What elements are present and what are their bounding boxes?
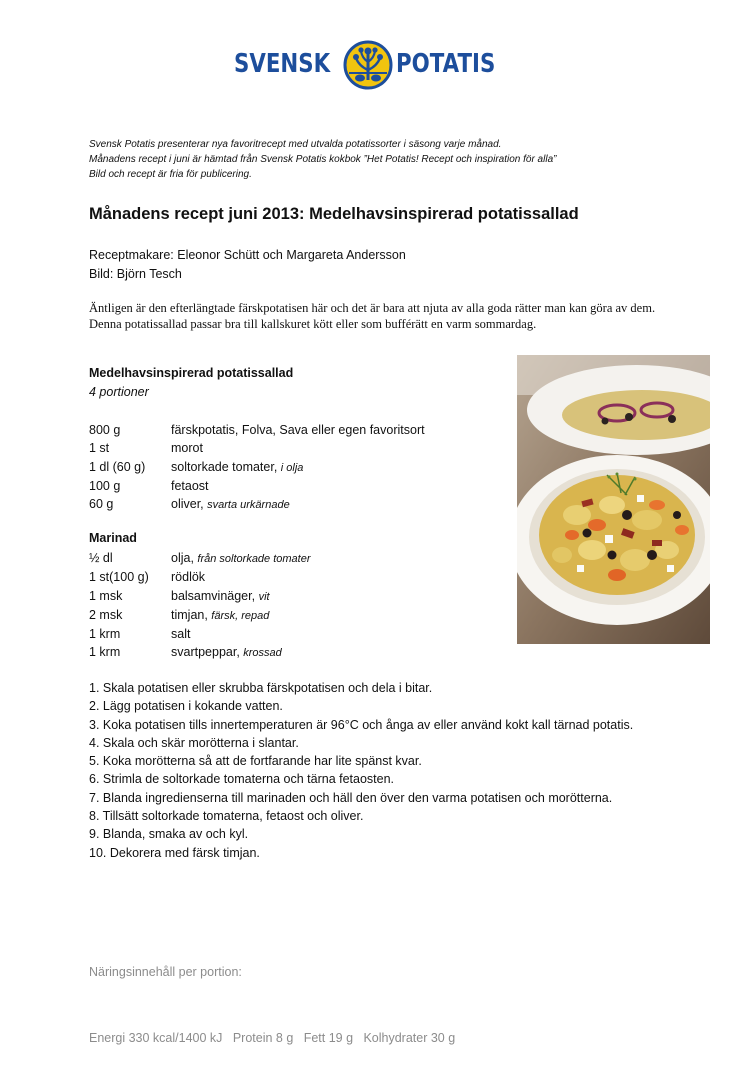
ingredient-quantity: 2 msk: [89, 607, 123, 622]
ingredient-note: från soltorkade tomater: [197, 553, 311, 565]
nutrition-info: [89, 917, 455, 1071]
ingredient-name: [171, 421, 425, 439]
ingredient-quantity: 1 msk: [89, 588, 123, 603]
ingredient-name: [171, 625, 190, 643]
nutrition-heading: Näringsinnehåll per portion:: [89, 965, 242, 979]
intro-text: [89, 137, 689, 182]
marinade-list: [89, 549, 509, 663]
intro-line: Svensk Potatis presenterar nya favoritrecept med utvalda potatissorter i säsong varje månad.: [89, 139, 502, 150]
recipe-name: Medelhavsinspirerad potatissallad: [89, 366, 294, 380]
ingredient-name-text: olja,: [171, 551, 198, 565]
ingredient-row: [89, 495, 509, 514]
ingredient-name-text: timjan,: [171, 607, 212, 622]
svensk-potatis-logo: [234, 40, 506, 92]
ingredient-name: [171, 549, 311, 568]
ingredient-row: [89, 587, 509, 606]
instruction-step: 2. Lägg potatisen i kokande vatten.: [89, 699, 283, 714]
logo-text-right: POTATIS: [396, 49, 496, 79]
ingredient-quantity: 1 st(100 g): [89, 570, 149, 585]
photo-credit: Bild: Björn Tesch: [89, 267, 182, 281]
ingredient-name: [171, 568, 205, 586]
ingredient-name: [171, 587, 270, 606]
intro-line: Månadens recept i juni är hämtad från Svensk Potatis kokbok ”Het Potatis! Recept och inspiration för alla”: [89, 154, 557, 165]
ingredient-name-text: färskpotatis, Folva, Sava eller egen favoritsort: [171, 423, 425, 437]
salad-photo: [517, 355, 710, 644]
ingredient-name: [171, 606, 269, 625]
logo-text-left: SVENSK: [234, 49, 331, 79]
instruction-step: 10. Dekorera med färsk timjan.: [89, 845, 260, 860]
portions: 4 portioner: [89, 385, 149, 399]
instruction-step: 8. Tillsätt soltorkade tomaterna, fetaost och oliver.: [89, 809, 364, 824]
salad-illustration: [517, 355, 710, 644]
ingredient-name-text: fetaost: [171, 478, 209, 493]
ingredient-name-text: svartpeppar,: [171, 645, 244, 660]
instruction-step: 4. Skala och skär morötterna i slantar.: [89, 735, 299, 750]
ingredient-row: [89, 643, 509, 662]
ingredient-row: [89, 568, 509, 586]
ingredient-name: [171, 495, 290, 514]
page-title: Månadens recept juni 2013: Medelhavsinspirerad potatissallad: [89, 205, 579, 223]
instruction-steps: [89, 679, 649, 862]
instruction-step: 1. Skala potatisen eller skrubba färskpotatisen och dela i bitar.: [89, 681, 433, 695]
instruction-step: 7. Blanda ingredienserna till marinaden och häll den över den varma potatisen och morötterna.: [89, 790, 613, 805]
ingredient-quantity: 1 krm: [89, 645, 121, 660]
ingredient-quantity: 1 st: [89, 441, 110, 456]
intro-line: Bild och recept är fria för publicering.: [89, 169, 252, 180]
nutrition-values: Energi 330 kcal/1400 kJ Protein 8 g Fett 19 g Kolhydrater 30 g: [89, 1031, 456, 1045]
potato-plant-icon: [343, 40, 393, 90]
recipe-maker: Receptmakare: Eleonor Schütt och Margareta Andersson: [89, 248, 406, 262]
ingredient-note: färsk, repad: [211, 609, 270, 622]
ingredient-name-text: oliver,: [171, 497, 208, 512]
ingredient-row: [89, 549, 509, 568]
ingredient-name-text: soltorkade tomater,: [171, 459, 281, 474]
ingredient-row: [89, 458, 509, 477]
marinade-heading: Marinad: [89, 531, 137, 545]
ingredient-quantity: 800 g: [89, 423, 121, 437]
ingredient-quantity: 1 krm: [89, 627, 121, 642]
ingredient-note: krossad: [243, 647, 282, 660]
ingredient-quantity: ½ dl: [89, 551, 113, 565]
ingredient-name: [171, 477, 209, 495]
ingredient-row: [89, 625, 509, 643]
ingredient-name-text: morot: [171, 441, 203, 456]
ingredient-name-text: salt: [171, 627, 191, 642]
ingredient-name: [171, 458, 303, 477]
ingredient-quantity: 60 g: [89, 497, 114, 512]
credits: [89, 246, 406, 284]
ingredient-list: [89, 421, 509, 514]
ingredient-quantity: 100 g: [89, 478, 121, 493]
instruction-step: 9. Blanda, smaka av och kyl.: [89, 827, 249, 842]
ingredient-row: [89, 477, 509, 495]
instruction-step: 3. Koka potatisen tills innertemperaturen är 96°C och ånga av eller använd kokt kall tärnad potatis.: [89, 717, 634, 732]
ingredient-note: svarta urkärnade: [207, 499, 290, 512]
lead-paragraph: Äntligen är den efterlängtade färskpotatisen här och det är bara att njuta av alla goda rätter man kan göra av dem. Denna potatissallad passar bra till kallskuret kött eller som bufférätt en varm sommardag.: [89, 301, 656, 331]
instruction-step: 5. Koka morötterna så att de fortfarande har lite spänst kvar.: [89, 754, 422, 769]
ingredient-name: [171, 643, 282, 662]
ingredient-note: i olja: [280, 461, 304, 474]
instruction-step: 6. Strimla de soltorkade tomaterna och tärna fetaosten.: [89, 772, 395, 787]
ingredient-name-text: rödlök: [171, 570, 206, 585]
ingredient-name: [171, 439, 203, 457]
ingredient-quantity: 1 dl (60 g): [89, 459, 146, 474]
ingredient-row: [89, 439, 509, 457]
ingredient-note: vit: [258, 590, 270, 603]
ingredient-row: [89, 606, 509, 625]
ingredient-row: [89, 421, 509, 439]
ingredient-name-text: balsamvinäger,: [171, 588, 259, 603]
